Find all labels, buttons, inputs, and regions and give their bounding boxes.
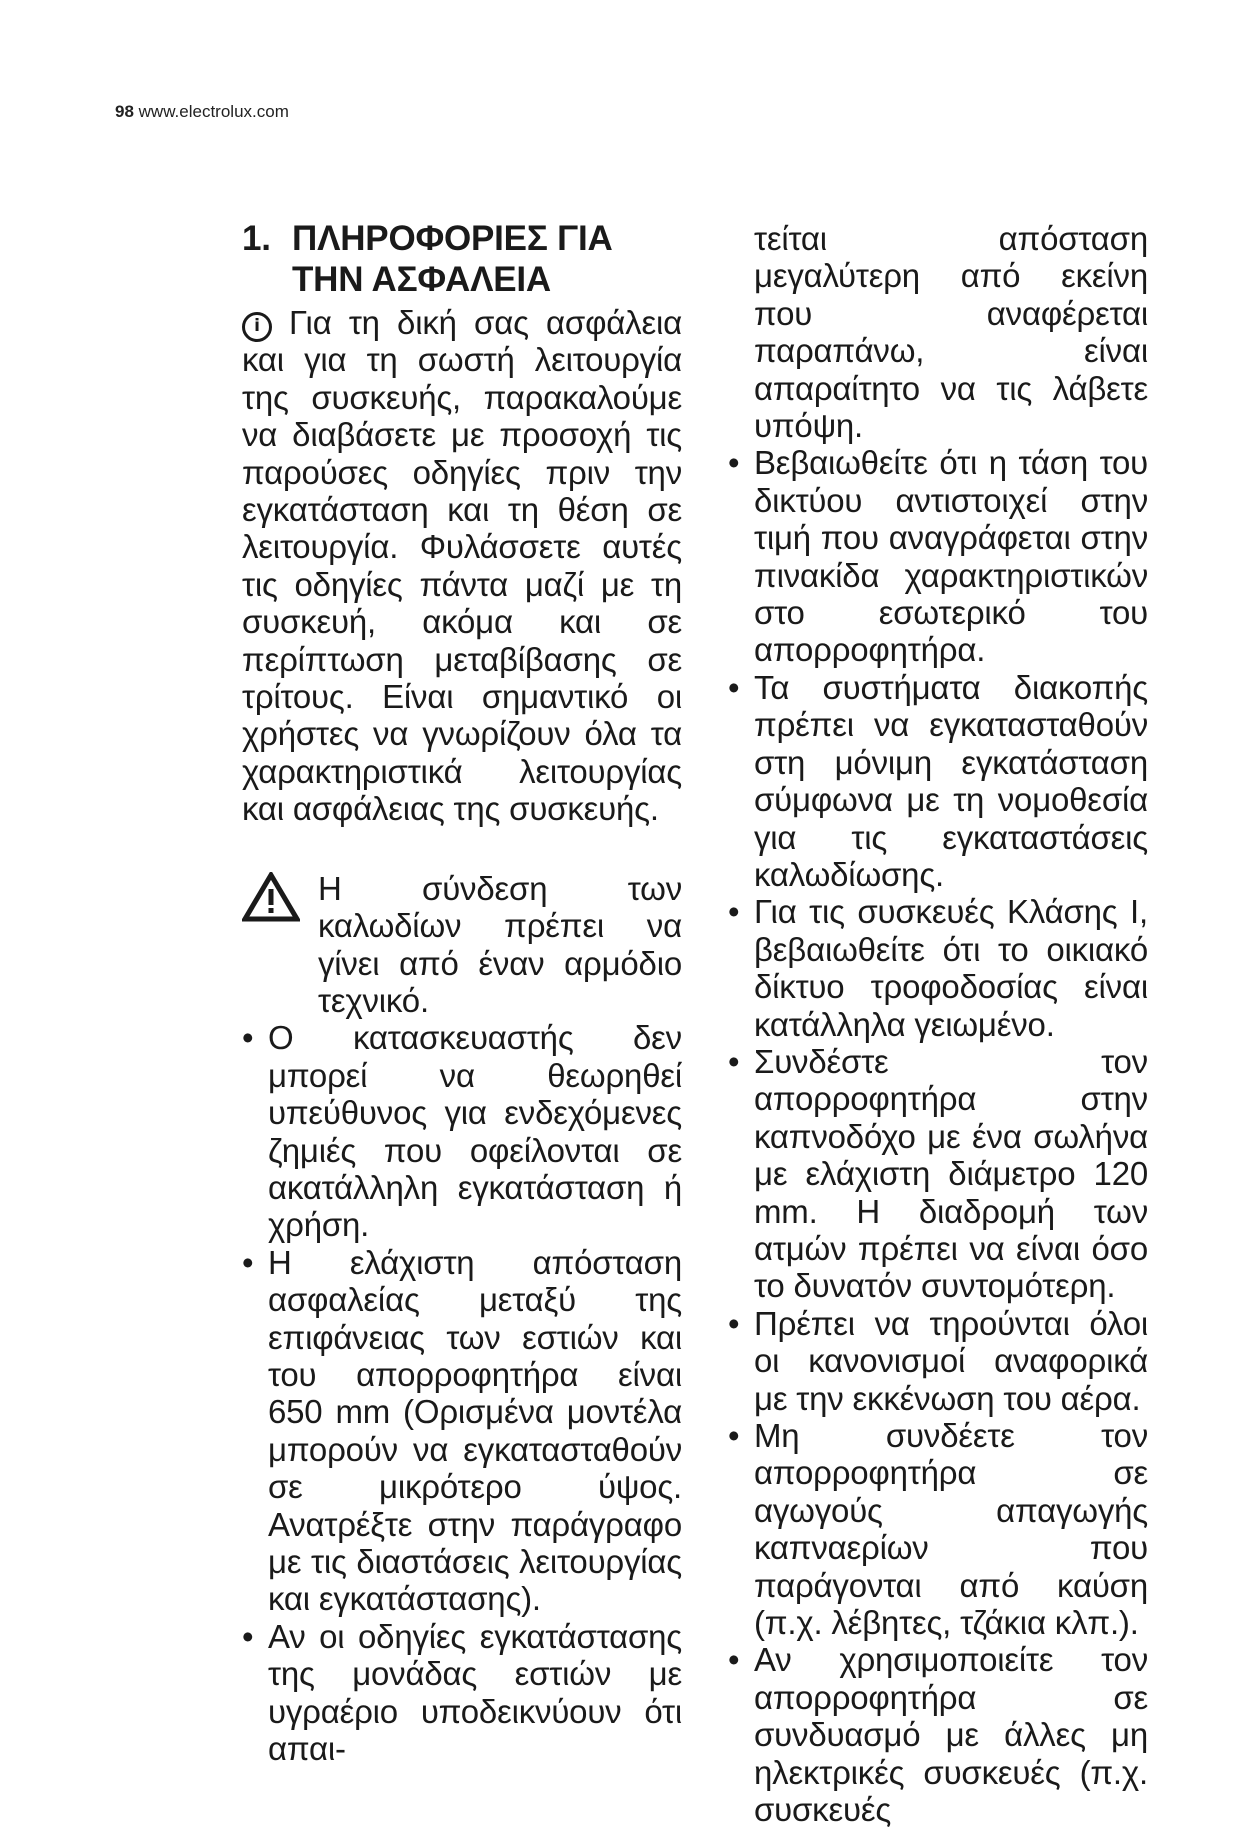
list-item-text: Η ελάχιστη απόσταση ασφαλείας μεταξύ της επιφάνειας των εστιών και του απορροφητήρα είναι 650 mm (Ορισμένα μοντέλα μπορούν να εγκατασταθούν σε μικρότερο ύψος. Ανατρέξτε στην παράγραφο με τις διαστάσεις λειτουργίας και εγκατάστασης). bbox=[268, 1243, 682, 1618]
bullet: • bbox=[728, 1304, 740, 1342]
bullet: • bbox=[728, 1042, 740, 1080]
list-item bbox=[242, 1019, 682, 1243]
list-item-text: Συνδέστε τον απορροφητήρα στην καπνοδόχο με ένα σωλήνα με ελάχιστη διάμετρο 120 mm. Η διαδρομή των ατμών πρέπει να είναι όσο το δυνατόν συντομότερη. bbox=[754, 1042, 1148, 1305]
warning-note bbox=[242, 870, 682, 1020]
list-item bbox=[728, 1043, 1148, 1305]
list-item-text: Αν χρησιμοποιείτε τον απορροφητήρα σε συνδυασμό με άλλες μη ηλεκτρικές συσκευές (π.χ. συσκευές bbox=[754, 1641, 1148, 1828]
page-number: 98 bbox=[115, 102, 134, 121]
section-title-text: ΠΛΗΡΟΦΟΡΙΕΣ ΓΙΑ ΤΗΝ ΑΣΦΑΛΕΙΑ bbox=[292, 219, 613, 299]
bullet: • bbox=[728, 1641, 740, 1679]
warning-triangle-icon bbox=[242, 872, 300, 922]
website-url: www.electrolux.com bbox=[138, 102, 289, 121]
bullet: • bbox=[728, 444, 740, 482]
list-item bbox=[242, 1244, 682, 1618]
bullet: • bbox=[728, 668, 740, 706]
list-item bbox=[728, 893, 1148, 1043]
right-bullet-list bbox=[728, 444, 1148, 1828]
bullet: • bbox=[728, 893, 740, 931]
bullet: • bbox=[242, 1019, 254, 1057]
list-item-text: Τα συστήματα διακοπής πρέπει να εγκατασταθούν στη μόνιμη εγκατάσταση σύμφωνα με τη νομοθεσία για τις εγκαταστάσεις καλωδίωσης. bbox=[754, 668, 1148, 893]
info-note-text: Για τη δική σας ασφάλεια και για τη σωστή λειτουργία της συσκευής, παρακαλούμε να διαβάσετε με προσοχή τις παρούσες οδηγίες πριν την εγκατάσταση και τη θέση σε λειτουργία. Φυλάσσετε αυτές τις οδηγίες πάντα μαζί με τη συσκευή, ακόμα και σε περίπτωση μεταβίβασης σε τρίτους. Είναι σημαντικό οι χρήστες να γνωρίζουν όλα τα χαρακτηριστικά λειτουργίας και ασφάλειας της συσκευής. bbox=[242, 304, 682, 828]
warning-note-text: Η σύνδεση των καλωδίων πρέπει να γίνει από έναν αρμόδιο τεχνικό. bbox=[318, 869, 682, 1019]
list-item bbox=[728, 1305, 1148, 1417]
list-item-text: Για τις συσκευές Κλάσης I, βεβαιωθείτε ότι το οικιακό δίκτυο τροφοδοσίας είναι κατάλληλα γειωμένο. bbox=[754, 893, 1148, 1043]
list-item-text: Ο κατασκευαστής δεν μπορεί να θεωρηθεί υπεύθυνος για ενδεχόμενες ζημιές που οφείλονται σε ακατάλληλη εγκατάσταση ή χρήση. bbox=[268, 1019, 682, 1244]
left-column bbox=[242, 218, 682, 1767]
list-item bbox=[242, 1618, 682, 1768]
list-item bbox=[728, 1641, 1148, 1828]
list-item bbox=[728, 669, 1148, 893]
right-column bbox=[728, 220, 1148, 1828]
list-item-text: Αν οι οδηγίες εγκατάστασης της μονάδας εστιών με υγραέριο υποδεικνύουν ότι απαι- bbox=[268, 1617, 682, 1768]
list-item-text: Βεβαιωθείτε ότι η τάση του δικτύου αντιστοιχεί στην τιμή που αναγράφεται στην πινακίδα χαρακτηριστικών στο εσωτερικό του απορροφητήρα. bbox=[754, 444, 1148, 669]
info-icon: i bbox=[242, 312, 272, 342]
list-item bbox=[728, 1417, 1148, 1641]
list-item bbox=[728, 444, 1148, 668]
bullet: • bbox=[728, 1417, 740, 1454]
info-note bbox=[242, 304, 682, 828]
continued-paragraph: τείται απόσταση μεγαλύτερη από εκείνη που αναφέρεται παραπάνω, είναι απαραίτητο να τις λάβετε υπόψη. bbox=[754, 220, 1148, 445]
bullet: • bbox=[242, 1617, 254, 1655]
section-number: 1. bbox=[242, 219, 271, 258]
left-bullet-list bbox=[242, 1019, 682, 1767]
list-item-text: Μη συνδέετε τον απορροφητήρα σε αγωγούς απαγωγής καπναερίων που παράγονται από καύση (π.χ. λέβητες, τζάκια κλπ.). bbox=[754, 1417, 1148, 1642]
page-header bbox=[115, 102, 289, 122]
bullet: • bbox=[242, 1243, 254, 1281]
list-item-text: Πρέπει να τηρούνται όλοι οι κανονισμοί αναφορικά με την εκκένωση του αέρα. bbox=[754, 1304, 1148, 1417]
section-title bbox=[242, 218, 682, 300]
